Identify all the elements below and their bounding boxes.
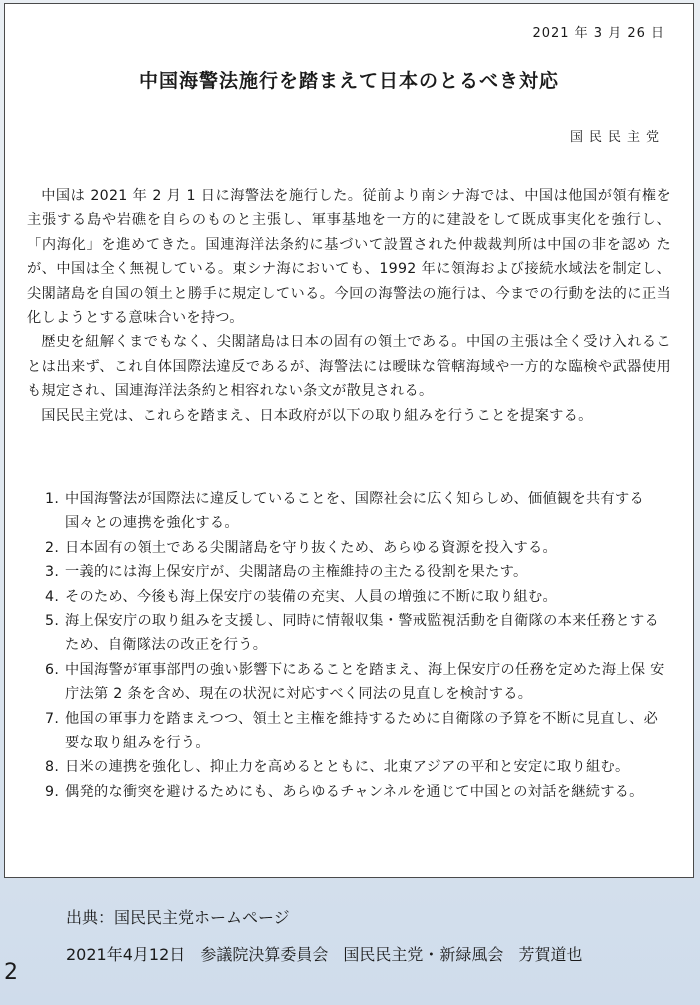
proposal-text: 日米の連携を強化し、抑止力を高めるとともに、北東アジアの平和と安定に取り組む。: [65, 759, 630, 776]
proposal-item: [45, 609, 671, 658]
proposal-item: [45, 585, 671, 609]
proposal-item: [45, 755, 671, 779]
proposal-item: [45, 487, 671, 536]
body-paragraph: 国民民主党は、これらを踏まえ、日本政府が以下の取り組みを行うことを提案する。: [41, 407, 593, 424]
proposal-text: 中国海警法が国際法に違反していることを、国際社会に広く知らしめ、価値観を共有する国々との連携を強化する。: [65, 491, 644, 532]
document-date: 2021 年 3 月 26 日: [532, 26, 665, 41]
proposal-number: 4.: [45, 588, 60, 605]
proposal-number: 9.: [45, 783, 60, 800]
proposal-item: [45, 780, 671, 804]
source-caption: 出典：国民民主党ホームページ: [66, 908, 290, 927]
page-number: 2: [4, 960, 18, 985]
proposal-number: 5.: [45, 613, 60, 630]
document-author: 国民民主党: [569, 130, 665, 145]
proposal-number: 6.: [45, 661, 60, 678]
proposal-number: 3.: [45, 564, 60, 581]
proposal-item: [45, 560, 671, 584]
body-paragraph: 中国は 2021 年 2 月 1 日に海警法を施行した。従前より南シナ海では、中国は他国が領有権を主張する島や岩礁を自らのものと主張し、軍事基地を一方的に建設をして既成事実化を強行し、「内海化」を進めてきた。国連海洋法条約に基づいて設置された仲裁裁判所は中国の非を認め たが、中国は全く無視している。東シナ海においても、1992 年に領海および接続水域法を制定し、尖閣諸島を自国の領土と勝手に規定している。今回の海警法の施行は、今までの行動を法的に正当化しようとする意味合いを持つ。: [27, 188, 671, 327]
proposal-text: 一義的には海上保安庁が、尖閣諸島の主権維持の主たる役割を果たす。: [65, 564, 528, 581]
proposal-text: 海上保安庁の取り組みを支援し、同時に情報収集・警戒監視活動を自衛隊の本来任務とするため、自衛隊法の改正を行う。: [65, 613, 659, 654]
proposal-item: [45, 658, 671, 707]
footer-caption: 2021年4月12日 参議院決算委員会 国民民主党・新緑風会 芳賀道也: [66, 945, 583, 964]
document-title: 中国海警法施行を踏まえて日本のとるべき対応: [138, 70, 559, 92]
body-paragraph: 歴史を紐解くまでもなく、尖閣諸島は日本の固有の領土である。中国の主張は全く受け入れることは出来ず、これ自体国際法違反であるが、海警法には曖昧な管轄海域や一方的な臨検や武器使用も規定され、国連海洋法条約と相容れない条文が散見される。: [27, 334, 671, 400]
proposal-item: [45, 536, 671, 560]
proposal-number: 8.: [45, 759, 60, 776]
proposal-text: 偶発的な衝突を避けるためにも、あらゆるチャンネルを通じて中国との対話を継続する。: [65, 783, 644, 800]
proposal-list: [45, 487, 671, 804]
proposal-text: 日本固有の領土である尖閣諸島を守り抜くため、あらゆる資源を投入する。: [65, 539, 558, 556]
proposal-text: 中国海警が軍事部門の強い影響下にあることを踏まえ、海上保安庁の任務を定めた海上保 安庁法第 2 条を含め、現在の状況に対応すべく同法の見直しを検討する。: [65, 661, 665, 703]
proposal-item: [45, 707, 671, 756]
document-page: [4, 3, 694, 878]
proposal-text: 他国の軍事力を踏まえつつ、領土と主権を維持するために自衛隊の予算を不断に見直し、必要な取り組みを行う。: [65, 710, 659, 752]
proposal-text: そのため、今後も海上保安庁の装備の充実、人員の増強に不断に取り組む。: [65, 588, 558, 605]
proposal-number: 1.: [45, 491, 60, 507]
proposal-number: 2.: [45, 539, 60, 556]
proposal-number: 7.: [45, 710, 60, 727]
document-body: [27, 184, 671, 428]
